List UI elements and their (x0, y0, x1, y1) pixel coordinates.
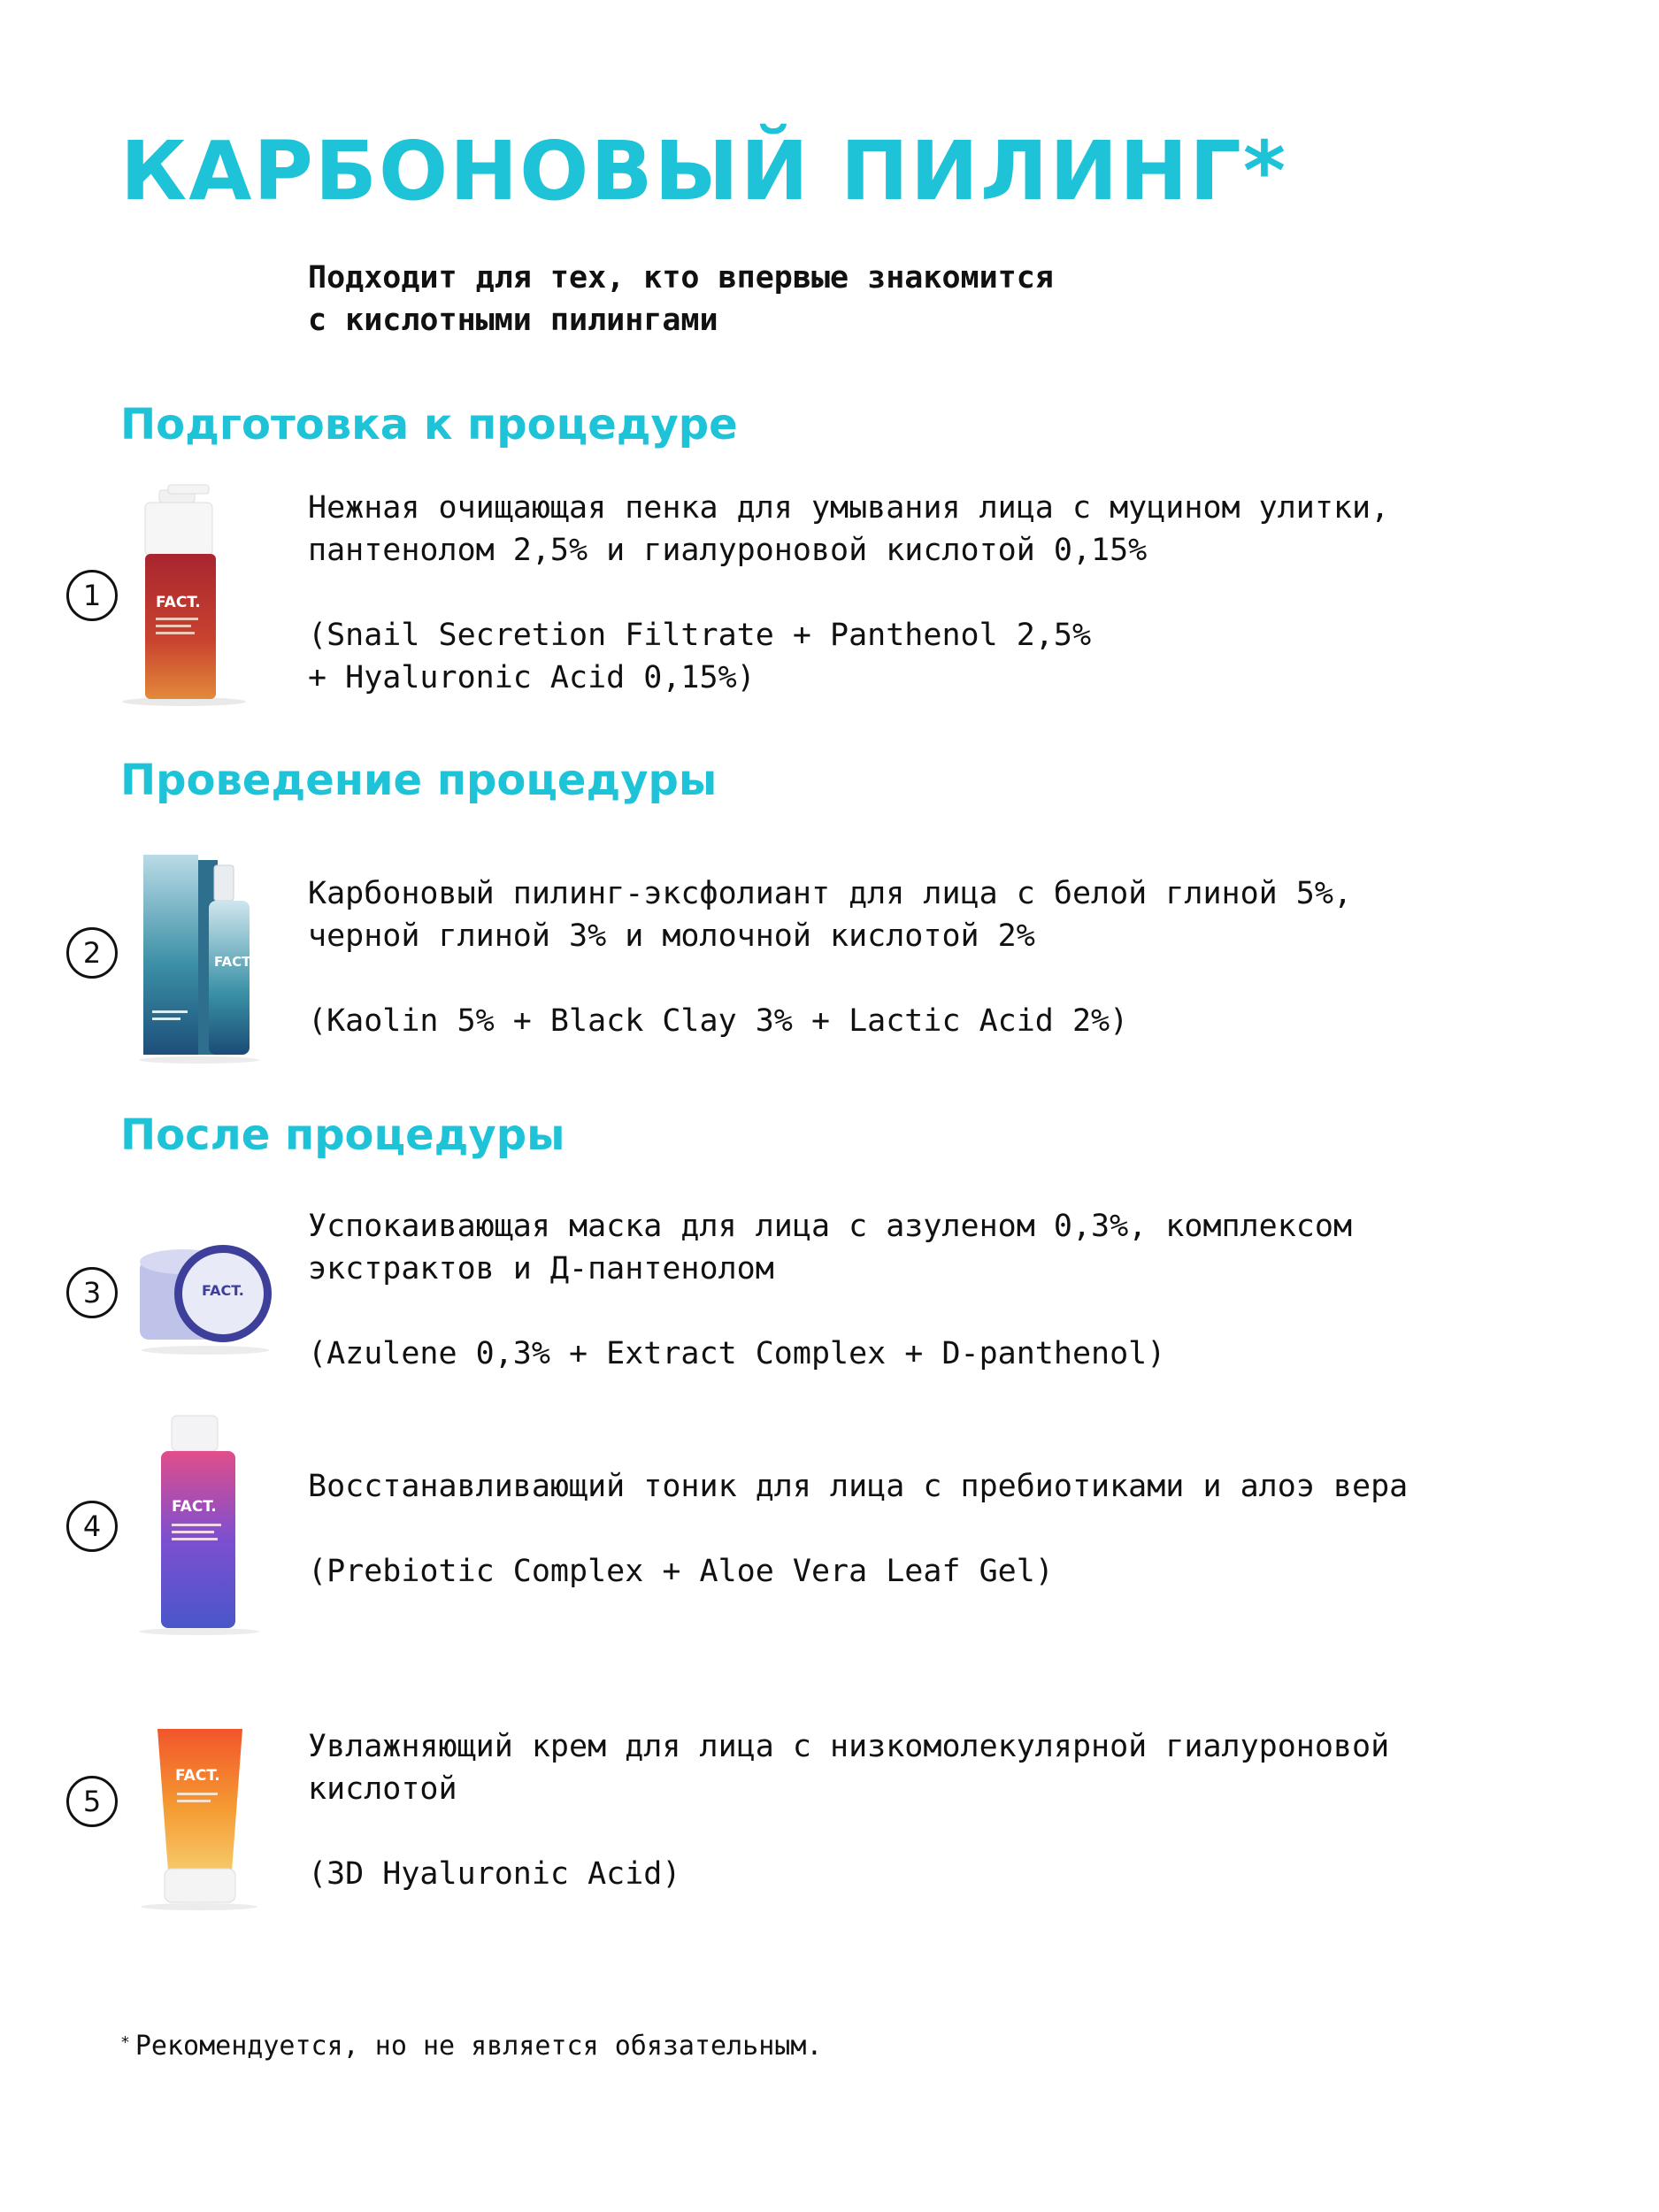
product-5-description-line-1: Увлажняющий крем для лица с низкомолекулярной гиалуроновой (308, 1729, 1390, 1764)
product-4-brand: FACT. (172, 1498, 217, 1516)
product-4-text (308, 1465, 1408, 1593)
product-4-description-line-1: Восстанавливающий тоник для лица с пребиотиками и алоэ вера (308, 1469, 1409, 1504)
footnote-marker: * (120, 2033, 130, 2052)
product-2-description-line-1: Карбоновый пилинг-эксфолиант для лица с белой глиной 5%, (308, 876, 1353, 911)
cream-tube-image (133, 1725, 265, 1911)
step-number-3: 3 (66, 1267, 118, 1318)
product-5-text (308, 1725, 1389, 1895)
subtitle (308, 257, 1054, 342)
peeling-box-and-bottle-image (133, 851, 265, 1064)
product-3-text (308, 1205, 1352, 1375)
section-heading-aftercare: После процедуры (120, 1110, 565, 1160)
subtitle-line-1: Подходит для тех, кто впервые знакомится (308, 260, 1054, 296)
step-number-2: 2 (66, 927, 118, 979)
product-2-description-line-2: черной глиной 3% и молочной кислотой 2% (308, 918, 1035, 954)
subtitle-line-2: с кислотными пилингами (308, 303, 718, 338)
footnote (120, 2029, 823, 2064)
product-5-brand: FACT. (175, 1767, 220, 1785)
product-3-description-line-1: Успокаивающая маска для лица с азуленом 0,3%, комплексом (308, 1209, 1353, 1244)
page-title: КАРБОНОВЫЙ ПИЛИНГ* (120, 124, 1287, 219)
product-2-brand: FACT. (214, 954, 254, 970)
product-2-ingredients-line-1: (Kaolin 5% + Black Clay 3% + Lactic Acid 2%) (308, 1003, 1129, 1039)
product-5-ingredients-line-1: (3D Hyaluronic Acid) (308, 1856, 681, 1892)
footnote-text: Рекомендуется, но не является обязательным. (134, 2031, 823, 2062)
section-heading-preparation: Подготовка к процедуре (120, 400, 738, 449)
product-5-description-line-2: кислотой (308, 1771, 457, 1807)
product-3-brand: FACT. (202, 1282, 244, 1299)
step-number-1: 1 (66, 570, 118, 621)
product-1-description-line-1: Нежная очищающая пенка для умывания лица с муцином улитки, (308, 490, 1390, 526)
product-4-ingredients-line-1: (Prebiotic Complex + Aloe Vera Leaf Gel) (308, 1554, 1054, 1589)
step-number-4: 4 (66, 1501, 118, 1552)
mask-jar-image (134, 1233, 276, 1357)
product-1-text (308, 487, 1389, 699)
product-1-description-line-2: пантенолом 2,5% и гиалуроновой кислотой 0,15% (308, 533, 1148, 568)
foam-cleanser-bottle-image (113, 485, 255, 706)
product-3-description-line-2: экстрактов и Д-пантенолом (308, 1251, 774, 1286)
product-1-ingredients-line-1: (Snail Secretion Filtrate + Panthenol 2,5% (308, 618, 1092, 653)
product-1-ingredients-line-2: + Hyaluronic Acid 0,15%) (308, 660, 756, 695)
product-1-brand: FACT. (156, 594, 201, 611)
product-3-ingredients-line-1: (Azulene 0,3% + Extract Complex + D-panthenol) (308, 1336, 1166, 1371)
toner-bottle-image (133, 1414, 265, 1635)
product-2-text (308, 872, 1352, 1042)
step-number-5: 5 (66, 1776, 118, 1827)
section-heading-procedure: Проведение процедуры (120, 756, 718, 805)
